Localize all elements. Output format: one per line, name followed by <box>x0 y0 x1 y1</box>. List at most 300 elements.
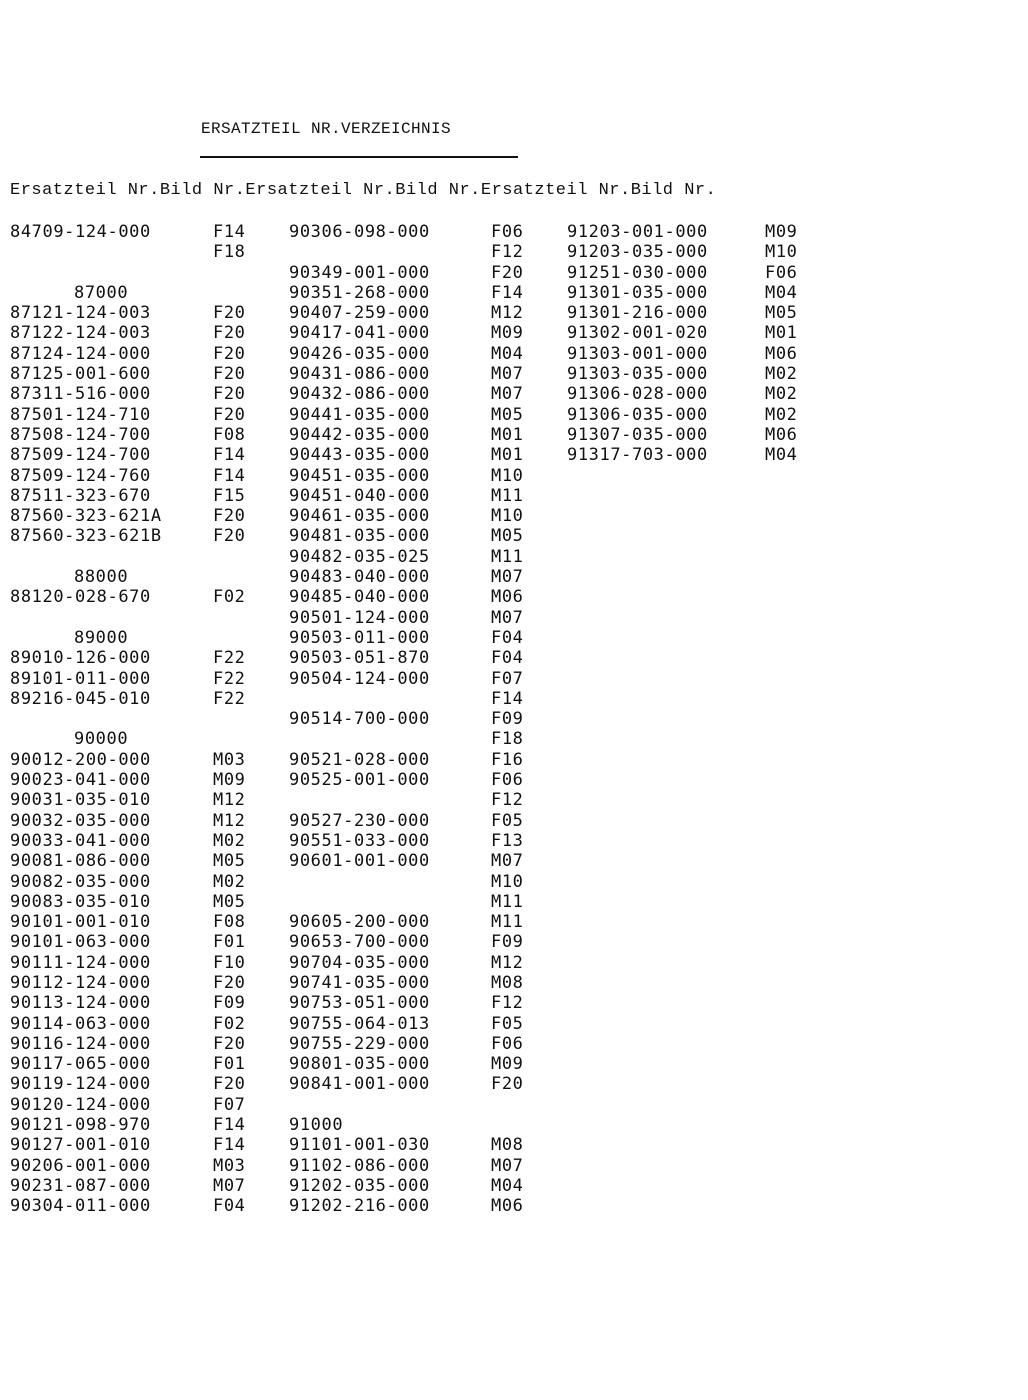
image-number: F20 <box>213 384 246 405</box>
list-item <box>289 729 559 749</box>
part-number: 90113-124-000 <box>10 993 151 1014</box>
list-item <box>10 1095 280 1115</box>
part-number: 90407-259-000 <box>289 303 430 324</box>
image-number: M02 <box>765 404 798 425</box>
list-item <box>10 303 280 323</box>
list-item <box>289 1196 559 1216</box>
image-number: F18 <box>213 242 246 263</box>
part-number: 90653-700-000 <box>289 932 430 953</box>
image-number: F14 <box>213 465 246 486</box>
image-number: F20 <box>491 262 524 283</box>
list-item <box>289 912 559 932</box>
part-number: 90483-040-000 <box>289 567 430 588</box>
list-item <box>289 811 559 831</box>
part-number: 90704-035-000 <box>289 952 430 973</box>
image-number: F20 <box>213 972 246 993</box>
part-number: 91251-030-000 <box>567 262 708 283</box>
part-number: 90485-040-000 <box>289 587 430 608</box>
list-item <box>10 851 280 871</box>
list-item <box>289 425 559 445</box>
part-number: 90121-098-970 <box>10 1115 151 1136</box>
part-number: 90083-035-010 <box>10 891 151 912</box>
list-item <box>289 506 559 526</box>
part-number: 90841-001-000 <box>289 1074 430 1095</box>
part-number: 90306-098-000 <box>289 222 430 242</box>
part-number: 90023-041-000 <box>10 770 151 791</box>
image-number: M11 <box>491 891 524 912</box>
group-heading-row <box>10 567 280 587</box>
image-number: M12 <box>491 952 524 973</box>
part-number: 91301-035-000 <box>567 282 708 303</box>
list-item <box>567 425 827 445</box>
image-number: F20 <box>213 404 246 425</box>
image-number: M01 <box>491 445 524 466</box>
image-number: M10 <box>491 465 524 486</box>
image-number: F14 <box>213 222 246 242</box>
list-item <box>10 405 280 425</box>
image-number: M08 <box>491 972 524 993</box>
list-item <box>10 263 280 283</box>
part-number: 90461-035-000 <box>289 506 430 527</box>
list-item <box>289 283 559 303</box>
part-number: 90442-035-000 <box>289 424 430 445</box>
list-item <box>10 1054 280 1074</box>
list-item <box>10 445 280 465</box>
image-number: F05 <box>491 1013 524 1034</box>
image-number: M05 <box>491 526 524 547</box>
image-number: F14 <box>213 1135 246 1156</box>
image-number: M08 <box>491 1135 524 1156</box>
group-heading-row <box>10 283 280 303</box>
part-number: 91301-216-000 <box>567 303 708 324</box>
list-item <box>567 263 827 283</box>
image-number: M07 <box>491 607 524 628</box>
part-number: 88120-028-670 <box>10 587 151 608</box>
part-number: 89101-011-000 <box>10 668 151 689</box>
list-item <box>289 709 559 729</box>
image-number: F06 <box>491 770 524 791</box>
list-item <box>567 303 827 323</box>
list-item <box>289 1034 559 1054</box>
list-item <box>10 750 280 770</box>
image-number: F22 <box>213 648 246 669</box>
list-item <box>567 445 827 465</box>
list-item <box>289 222 559 242</box>
image-number: F09 <box>491 932 524 953</box>
part-number: 90801-035-000 <box>289 1054 430 1075</box>
image-number: F22 <box>213 688 246 709</box>
list-item <box>10 973 280 993</box>
list-item <box>10 1176 280 1196</box>
image-number: F14 <box>491 282 524 303</box>
list-item <box>10 486 280 506</box>
list-item <box>10 892 280 912</box>
part-number: 91203-035-000 <box>567 242 708 263</box>
list-item <box>289 770 559 790</box>
list-item <box>10 1115 280 1135</box>
list-item <box>10 1034 280 1054</box>
list-item <box>567 384 827 404</box>
part-number: 87124-124-000 <box>10 343 151 364</box>
list-item <box>289 364 559 384</box>
part-number: 90032-035-000 <box>10 810 151 831</box>
part-number: 90231-087-000 <box>10 1175 151 1196</box>
image-number: F09 <box>213 993 246 1014</box>
image-number: M11 <box>491 485 524 506</box>
list-item <box>289 689 559 709</box>
part-number: 90304-011-000 <box>10 1196 151 1217</box>
part-number: 90741-035-000 <box>289 972 430 993</box>
part-number: 90432-086-000 <box>289 384 430 405</box>
part-number: 90417-041-000 <box>289 323 430 344</box>
list-item <box>289 932 559 952</box>
image-number: F18 <box>491 729 524 750</box>
image-number: M11 <box>491 546 524 567</box>
image-number: M07 <box>491 851 524 872</box>
list-item <box>10 364 280 384</box>
image-number: F20 <box>213 364 246 385</box>
image-number: F04 <box>213 1196 246 1217</box>
image-number: F16 <box>491 749 524 770</box>
list-item <box>10 831 280 851</box>
image-number: F22 <box>213 668 246 689</box>
image-number: M11 <box>491 912 524 933</box>
part-number: 90031-035-010 <box>10 790 151 811</box>
list-item <box>10 1014 280 1034</box>
group-heading: 89000 <box>74 627 129 648</box>
list-item <box>289 790 559 810</box>
part-number: 87122-124-003 <box>10 323 151 344</box>
image-number: M05 <box>491 404 524 425</box>
image-number: F20 <box>213 526 246 547</box>
list-item <box>10 811 280 831</box>
list-item <box>289 587 559 607</box>
image-number: F05 <box>491 810 524 831</box>
list-item <box>289 263 559 283</box>
list-item <box>289 1176 559 1196</box>
list-item <box>10 912 280 932</box>
image-number: F01 <box>213 1054 246 1075</box>
image-number: F12 <box>491 242 524 263</box>
list-item <box>10 242 280 262</box>
list-item <box>289 1074 559 1094</box>
image-number: F14 <box>213 445 246 466</box>
list-item <box>10 506 280 526</box>
list-item <box>289 648 559 668</box>
list-item <box>289 973 559 993</box>
part-number: 90755-064-013 <box>289 1013 430 1034</box>
list-item <box>567 242 827 262</box>
list-item <box>10 466 280 486</box>
part-number: 90206-001-000 <box>10 1155 151 1176</box>
list-item <box>10 872 280 892</box>
list-item <box>289 1156 559 1176</box>
list-item <box>289 303 559 323</box>
list-item <box>289 1095 559 1115</box>
image-number: F12 <box>491 993 524 1014</box>
part-number: 91101-001-030 <box>289 1135 430 1156</box>
list-item <box>10 993 280 1013</box>
part-number: 90521-028-000 <box>289 749 430 770</box>
image-number: F20 <box>213 1033 246 1054</box>
part-number: 90451-040-000 <box>289 485 430 506</box>
list-item <box>289 851 559 871</box>
list-item <box>289 526 559 546</box>
image-number: F20 <box>213 323 246 344</box>
part-number: 90426-035-000 <box>289 343 430 364</box>
part-number: 87501-124-710 <box>10 404 151 425</box>
image-number: F06 <box>491 222 524 242</box>
image-number: M12 <box>213 790 246 811</box>
group-heading: 91000 <box>289 1115 344 1136</box>
image-number: M01 <box>765 323 798 344</box>
image-number: M03 <box>213 749 246 770</box>
list-item <box>289 1014 559 1034</box>
list-item <box>567 344 827 364</box>
part-number: 90114-063-000 <box>10 1013 151 1034</box>
image-number: F02 <box>213 1013 246 1034</box>
part-number: 90081-086-000 <box>10 851 151 872</box>
title-underline <box>200 156 518 158</box>
part-number: 90551-033-000 <box>289 830 430 851</box>
part-number: 90101-063-000 <box>10 932 151 953</box>
part-number: 90112-124-000 <box>10 972 151 993</box>
image-number: F04 <box>491 627 524 648</box>
part-number: 90482-035-025 <box>289 546 430 567</box>
list-item <box>10 384 280 404</box>
list-item <box>10 1196 280 1216</box>
part-number: 91202-035-000 <box>289 1175 430 1196</box>
list-item <box>289 1135 559 1155</box>
group-heading: 90000 <box>74 729 129 750</box>
part-number: 90503-011-000 <box>289 627 430 648</box>
part-number: 90082-035-000 <box>10 871 151 892</box>
group-heading-row <box>10 729 280 749</box>
image-number: F01 <box>213 932 246 953</box>
list-item <box>289 831 559 851</box>
part-number: 90119-124-000 <box>10 1074 151 1095</box>
part-number: 90111-124-000 <box>10 952 151 973</box>
part-number: 90431-086-000 <box>289 364 430 385</box>
image-number: M07 <box>213 1175 246 1196</box>
group-heading: 88000 <box>74 567 129 588</box>
image-number: F04 <box>491 648 524 669</box>
list-item <box>289 405 559 425</box>
image-number: M09 <box>491 1054 524 1075</box>
list-item <box>10 323 280 343</box>
list-item <box>289 872 559 892</box>
part-number: 91302-001-020 <box>567 323 708 344</box>
list-item <box>567 405 827 425</box>
image-number: F20 <box>213 1074 246 1095</box>
group-heading-row <box>10 628 280 648</box>
parts-column-1 <box>10 222 280 1217</box>
part-number: 91306-035-000 <box>567 404 708 425</box>
part-number: 90504-124-000 <box>289 668 430 689</box>
image-number: F02 <box>213 587 246 608</box>
image-number: M04 <box>491 1175 524 1196</box>
part-number: 90117-065-000 <box>10 1054 151 1075</box>
part-number: 91202-216-000 <box>289 1196 430 1217</box>
list-item <box>567 323 827 343</box>
list-item <box>289 547 559 567</box>
list-item <box>289 242 559 262</box>
part-number: 87121-124-003 <box>10 303 151 324</box>
group-heading-row <box>289 1115 559 1135</box>
part-number: 84709-124-000 <box>10 222 151 242</box>
list-item <box>567 364 827 384</box>
part-number: 90755-229-000 <box>289 1033 430 1054</box>
list-item <box>10 1156 280 1176</box>
list-item <box>10 1074 280 1094</box>
image-number: F08 <box>213 912 246 933</box>
part-number: 91317-703-000 <box>567 445 708 466</box>
part-number: 90525-001-000 <box>289 770 430 791</box>
part-number: 90116-124-000 <box>10 1033 151 1054</box>
part-number: 90120-124-000 <box>10 1094 151 1115</box>
list-item <box>289 445 559 465</box>
list-item <box>10 648 280 668</box>
part-number: 90501-124-000 <box>289 607 430 628</box>
list-item <box>289 953 559 973</box>
image-number: F20 <box>213 343 246 364</box>
image-number: M05 <box>213 891 246 912</box>
image-number: M01 <box>491 424 524 445</box>
part-number: 90753-051-000 <box>289 993 430 1014</box>
part-number: 90349-001-000 <box>289 262 430 283</box>
list-item <box>289 567 559 587</box>
image-number: M12 <box>491 303 524 324</box>
part-number: 87125-001-600 <box>10 364 151 385</box>
list-item <box>10 932 280 952</box>
list-item <box>289 608 559 628</box>
part-number: 87511-323-670 <box>10 485 151 506</box>
parts-column-3 <box>567 222 827 466</box>
image-number: F14 <box>213 1115 246 1136</box>
image-number: M03 <box>213 1155 246 1176</box>
part-number: 89216-045-010 <box>10 688 151 709</box>
part-number: 87508-124-700 <box>10 424 151 445</box>
list-item <box>10 1135 280 1155</box>
list-item <box>289 466 559 486</box>
list-item <box>10 344 280 364</box>
list-item <box>289 669 559 689</box>
image-number: M02 <box>765 364 798 385</box>
image-number: F06 <box>491 1033 524 1054</box>
part-number: 91303-035-000 <box>567 364 708 385</box>
image-number: M10 <box>491 506 524 527</box>
part-number: 87560-323-621A <box>10 506 162 527</box>
part-number: 90527-230-000 <box>289 810 430 831</box>
part-number: 87560-323-621B <box>10 526 162 547</box>
image-number: F06 <box>765 262 798 283</box>
part-number: 87311-516-000 <box>10 384 151 405</box>
part-number: 90514-700-000 <box>289 709 430 730</box>
list-item <box>10 425 280 445</box>
part-number: 91307-035-000 <box>567 424 708 445</box>
list-item <box>10 770 280 790</box>
list-item <box>10 608 280 628</box>
part-number: 87509-124-700 <box>10 445 151 466</box>
list-item <box>289 1054 559 1074</box>
image-number: F07 <box>491 668 524 689</box>
part-number: 90101-001-010 <box>10 912 151 933</box>
image-number: F09 <box>491 709 524 730</box>
part-number: 91203-001-000 <box>567 222 708 242</box>
image-number: F14 <box>491 688 524 709</box>
list-item <box>10 953 280 973</box>
list-item <box>10 689 280 709</box>
list-item <box>289 323 559 343</box>
part-number: 90033-041-000 <box>10 830 151 851</box>
list-item <box>10 222 280 242</box>
part-number: 90127-001-010 <box>10 1135 151 1156</box>
image-number: M02 <box>765 384 798 405</box>
image-number: M04 <box>765 282 798 303</box>
list-item <box>289 993 559 1013</box>
image-number: M02 <box>213 830 246 851</box>
image-number: M07 <box>491 1155 524 1176</box>
image-number: M07 <box>491 567 524 588</box>
image-number: M09 <box>491 323 524 344</box>
column-header: Ersatzteil Nr.Bild Nr.Ersatzteil Nr.Bild Nr.Ersatzteil Nr.Bild Nr. <box>10 181 717 200</box>
image-number: M07 <box>491 384 524 405</box>
part-number: 90605-200-000 <box>289 912 430 933</box>
part-number: 87509-124-760 <box>10 465 151 486</box>
part-number: 90441-035-000 <box>289 404 430 425</box>
part-number: 91306-028-000 <box>567 384 708 405</box>
image-number: M05 <box>765 303 798 324</box>
list-item <box>289 892 559 912</box>
list-item <box>289 486 559 506</box>
part-number: 90443-035-000 <box>289 445 430 466</box>
list-item <box>10 547 280 567</box>
image-number: M06 <box>491 1196 524 1217</box>
image-number: F20 <box>213 303 246 324</box>
part-number: 89010-126-000 <box>10 648 151 669</box>
list-item <box>10 669 280 689</box>
part-number: 90601-001-000 <box>289 851 430 872</box>
image-number: M10 <box>765 242 798 263</box>
part-number: 90503-051-870 <box>289 648 430 669</box>
image-number: M06 <box>765 424 798 445</box>
list-item <box>10 587 280 607</box>
image-number: F10 <box>213 952 246 973</box>
page-title: ERSATZTEIL NR.VERZEICHNIS <box>201 120 452 138</box>
part-number: 91303-001-000 <box>567 343 708 364</box>
image-number: M09 <box>765 222 798 242</box>
image-number: M07 <box>491 364 524 385</box>
image-number: M06 <box>491 587 524 608</box>
list-item <box>567 283 827 303</box>
list-item <box>10 790 280 810</box>
image-number: F08 <box>213 424 246 445</box>
image-number: F07 <box>213 1094 246 1115</box>
image-number: M05 <box>213 851 246 872</box>
image-number: F15 <box>213 485 246 506</box>
image-number: M09 <box>213 770 246 791</box>
image-number: F20 <box>491 1074 524 1095</box>
image-number: F12 <box>491 790 524 811</box>
list-item <box>567 222 827 242</box>
list-item <box>10 526 280 546</box>
image-number: M06 <box>765 343 798 364</box>
image-number: F13 <box>491 830 524 851</box>
list-item <box>289 384 559 404</box>
list-item <box>289 344 559 364</box>
part-number: 90351-268-000 <box>289 282 430 303</box>
image-number: M12 <box>213 810 246 831</box>
